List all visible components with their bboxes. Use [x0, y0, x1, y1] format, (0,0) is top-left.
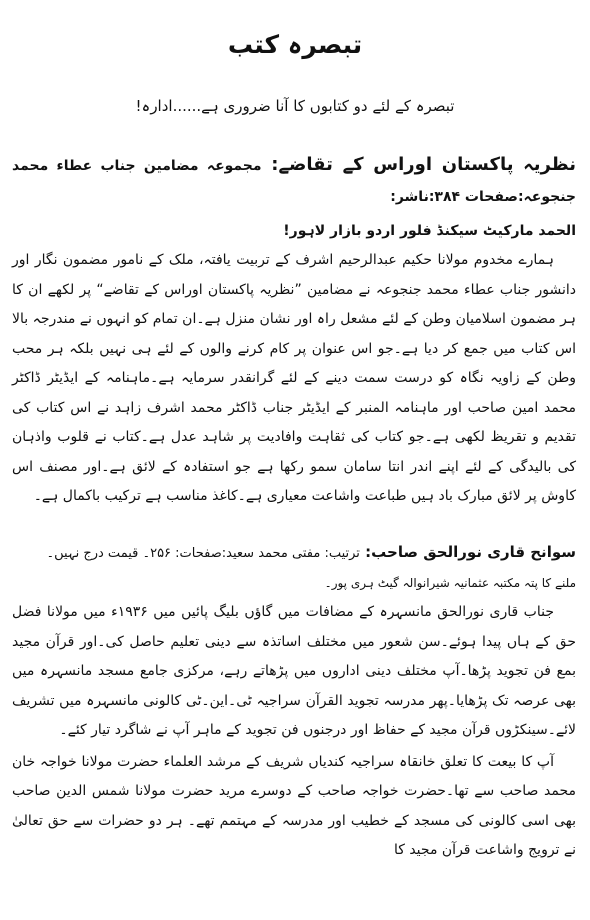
review-1 [12, 150, 576, 512]
review-1-heading [12, 150, 576, 212]
review-2-body-paragraph-2: آپ کا بیعت کا تعلق خانقاہ سراجیہ کندیاں شریف کے مرشد العلماء حضرت مولانا خواجہ خان محمد صاحب سے تھا۔حضرت خواجہ صاحب کے دوسرے مرید حضرت مولانا شمس الدین صاحب بھی اسی کالونی کی مسجد کے خطیب اور مدرسہ کے مہتمم تھے۔ ہر دو حضرات سے حق تعالیٰ نے ترویج واشاعت قرآن مجید کا [12, 753, 576, 858]
review-1-publisher: الحمد مارکیٹ سیکنڈ فلور اردو بازار لاہور! [283, 223, 576, 239]
review-2-availability: ملنے کا پتہ مکتبہ عثمانیہ شیرانوالہ گیٹ ہری پور۔ [324, 576, 576, 590]
review-2-details: ترتیب: مفتی محمد سعید:صفحات: ۲۵۶۔ قیمت درج نہیں۔ [46, 546, 360, 561]
review-1-body: ہمارے مخدوم مولانا حکیم عبدالرحیم اشرف کے تربیت یافتہ، ملک کے نامور مضمون نگار اور دانشور جناب عطاء محمد جنجوعہ نے مضامین ”نظریہ پاکستان اوراس کے تقاضے“ پر لکھے ان کا ہر مضمون اسلامیان وطن کے لئے مشعل راہ اور نشان منزل ہے۔ان تمام کو انہوں نے مندرجہ بالا اس کتاب میں جمع کر دیا ہے۔جو اس عنوان پر کام کرنے والوں کے لئے ہی نہیں بلکہ ہر محب وطن کے زاویہ نگاہ کو درست سمت دینے کے لئے گرانقدر سرمایہ ہے۔ماہنامہ کے ایڈیٹر ڈاکٹر محمد امین صاحب اور ماہنامہ المنبر کے ایڈیٹر جناب ڈاکٹر محمد اشرف زاہد نے اس کتاب کی تقدیم و تقریظ لکھی ہے۔جو کتاب کی ثقاہت وافادیت پر شاہد عدل ہے۔کتاب نے قلوب واذہان کی بالیدگی کے لئے اپنے اندر انتا سامان سمو رکھا ہے جو استفادہ کے لائق ہے۔اور مصنف اس کاوش پر لائق مبارک باد ہیں طباعت واشاعت معیاری ہے۔کاغذ مناسب ہے ترکیب باکمال ہے۔ [12, 252, 576, 504]
review-1-details: مجموعہ مضامین جناب عطاء محمد جنجوعہ:صفحات ۳۸۴:ناشر: [12, 158, 576, 205]
review-2-body-paragraph-1: جناب قاری نورالحق مانسہرہ کے مضافات میں گاؤں بلیگ پائیں میں ۱۹۳۶ء میں مولانا فضل حق کے ہاں پیدا ہوئے۔سن شعور میں مختلف اساتذہ سے دینی تعلیم حاصل کی۔اور قرآن مجید بمع فن تجوید پڑھا۔آپ مختلف دینی اداروں میں پڑھاتے رہے، مرکزی جامع مسجد مانسہرہ میں بھی عرصہ تک پڑھایا۔پھر مدرسہ تجوید القرآن سراجیہ ٹی۔این۔ٹی کالونی مانسہرہ میں تشریف لائے۔سینکڑوں قرآن مجید کے حفاظ اور درجنوں فن تجوید کے ماہر آپ نے شاگرد تیار کئے۔ [12, 604, 576, 738]
review-2-heading [12, 538, 576, 568]
review-2 [12, 538, 576, 866]
review-1-book-title: نظریہ پاکستان اوراس کے تقاضے: [271, 154, 576, 175]
editorial-notice: تبصرہ کے لئے دو کتابوں کا آنا ضروری ہے......ادارہ! [135, 97, 455, 115]
page-title: تبصرہ کتب [227, 30, 363, 59]
review-2-book-title: سوانح قاری نورالحق صاحب: [365, 543, 576, 561]
